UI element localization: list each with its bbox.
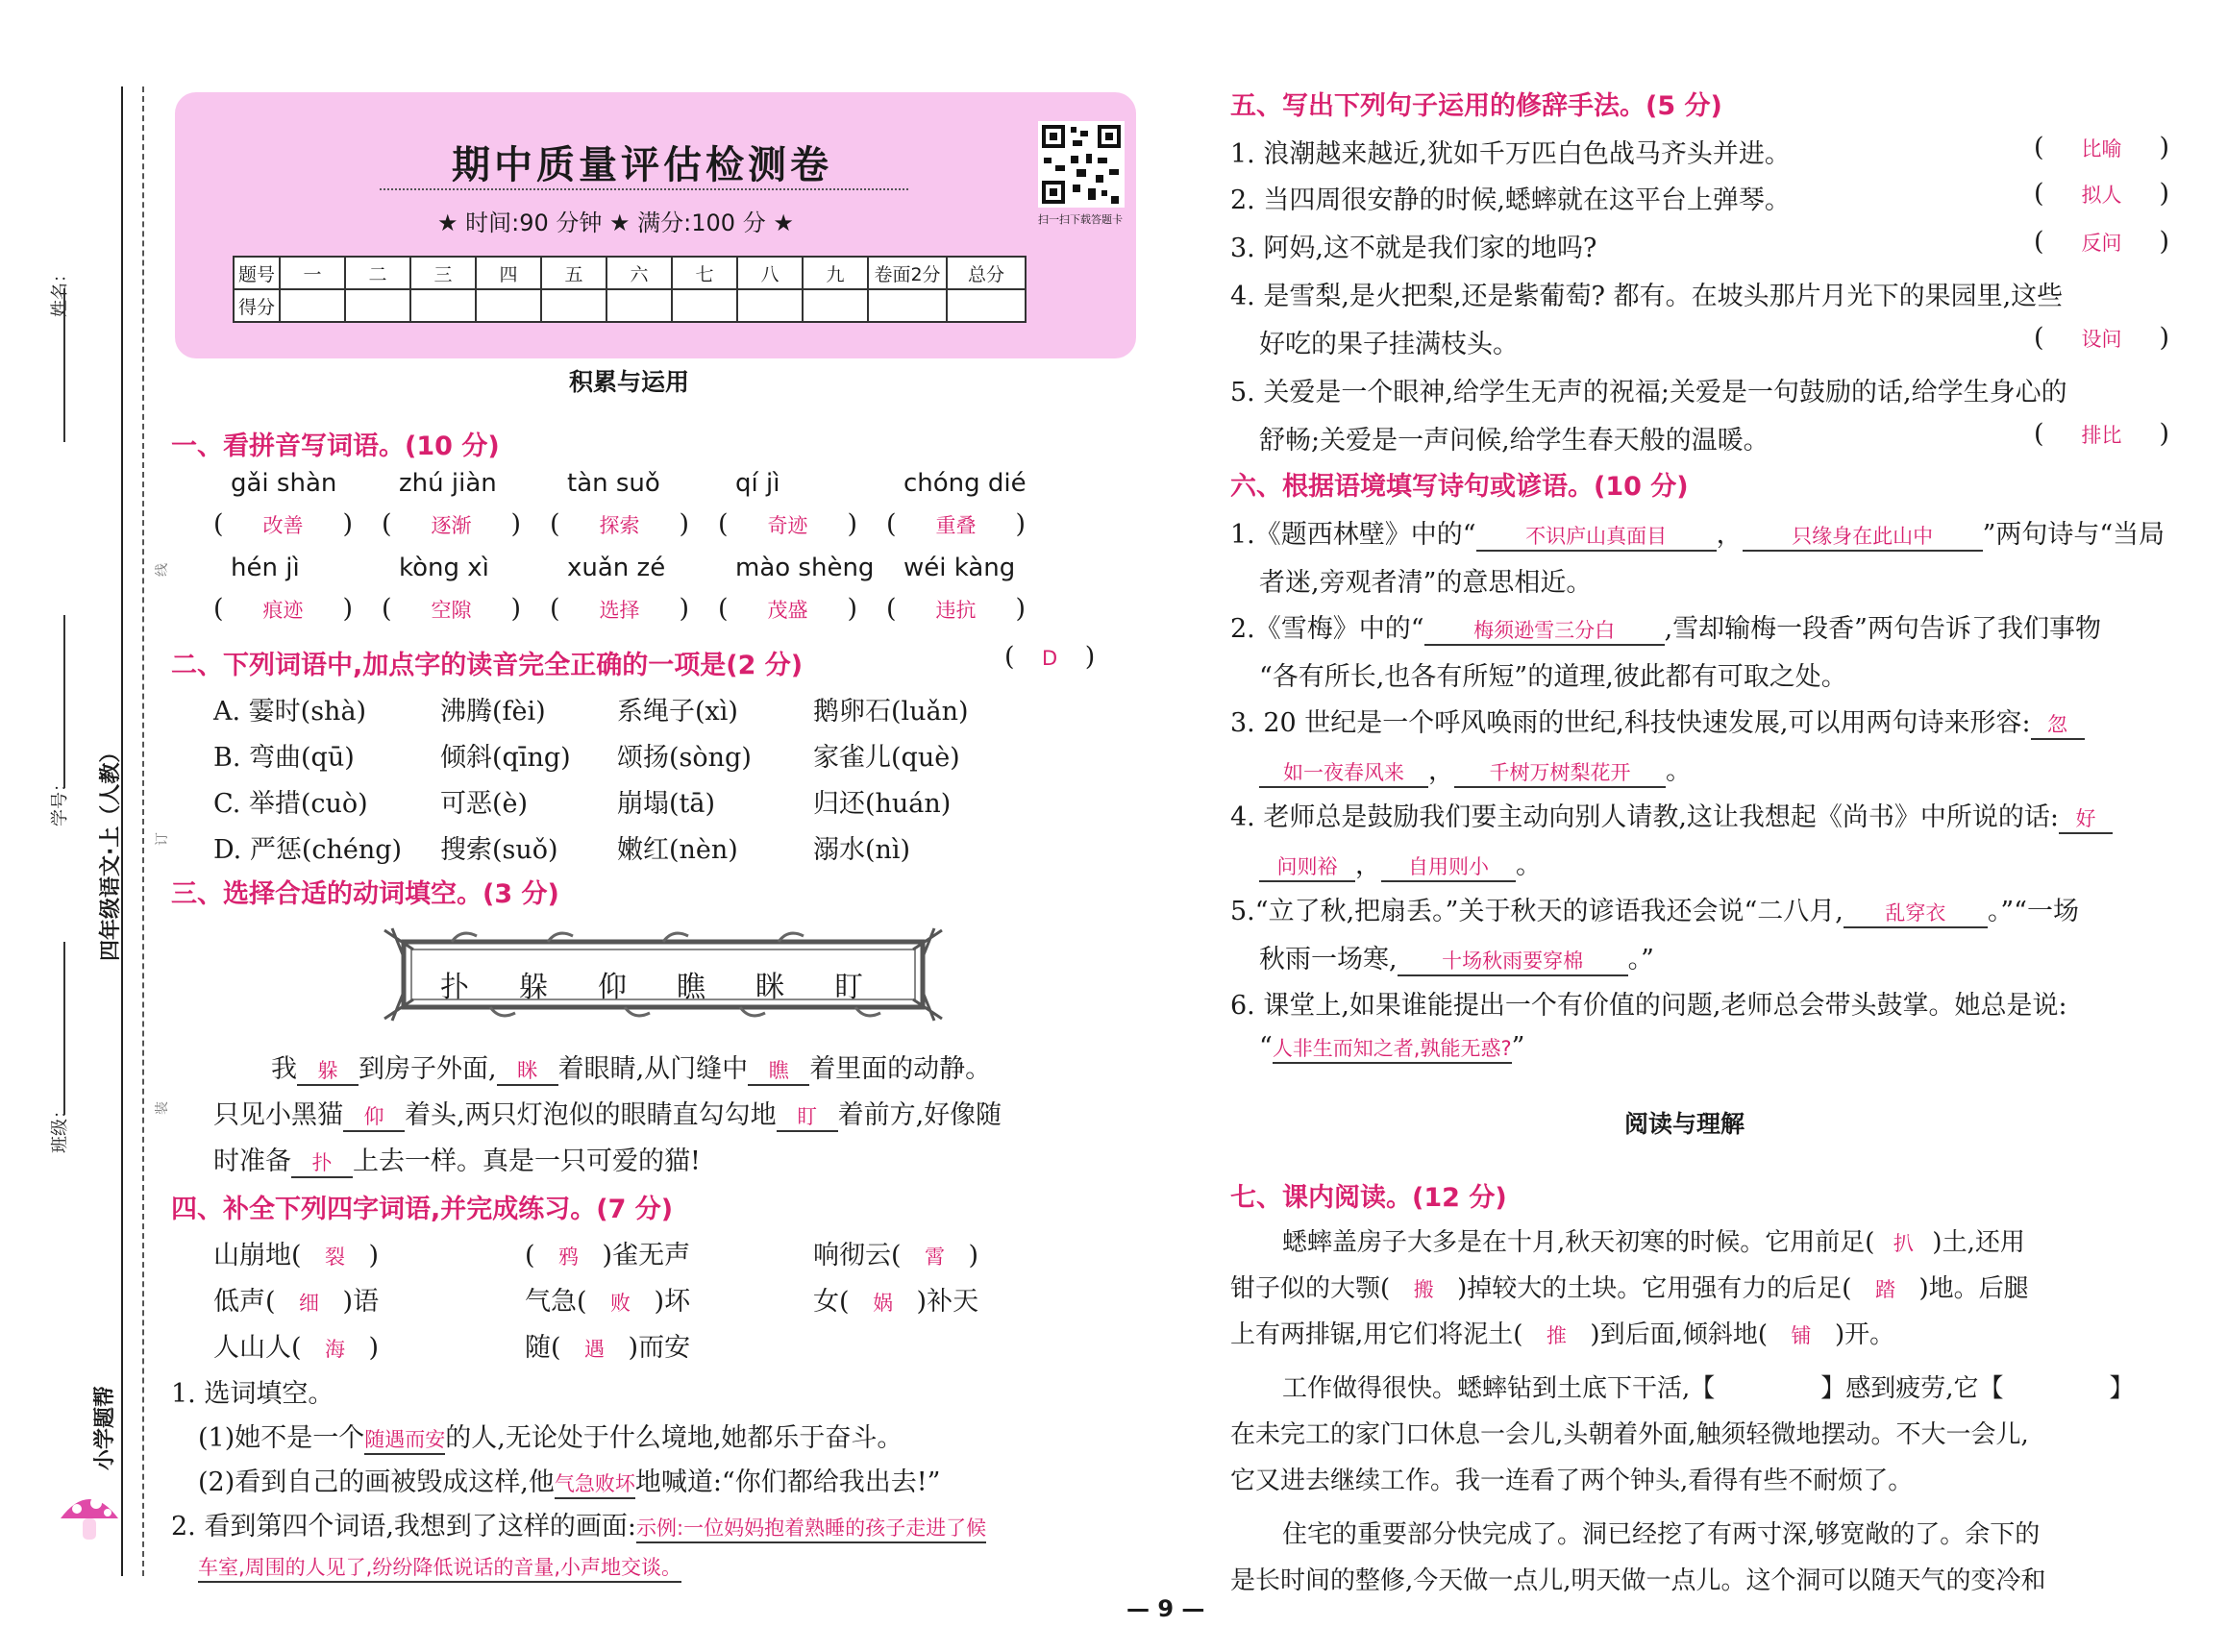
blank-6-5b[interactable]: 十场秋雨要穿棉 — [1398, 946, 1628, 976]
rhetoric-sentence: 1. 浪潮越来越近,犹如千万匹白色战马齐头并进。 — [1230, 139, 1791, 169]
page-number: — 9 — — [1126, 1595, 1205, 1622]
pinyin-answer[interactable]: 探索 — [599, 514, 640, 537]
question-4-2: 2. 看到第四个词语,我想到了这样的画面:示例:一位妈妈抱着熟睡的孩子走进了候 — [171, 1512, 987, 1541]
answer-paren: ( 选择 ) — [550, 594, 690, 624]
idiom-answer[interactable]: 海 — [325, 1338, 346, 1361]
option-word: 倾斜(qīng) — [440, 743, 571, 773]
answer-paren: ( 空隙 ) — [382, 594, 522, 624]
option-word[interactable]: C. 举措(cuò) — [213, 789, 368, 819]
pinyin-label: hén jì — [231, 554, 300, 582]
option-word[interactable]: A. 霎时(shà) — [213, 697, 367, 727]
s6-item-1-line2: 者迷,旁观者清”的意思相近。 — [1259, 568, 1593, 598]
option-word[interactable]: B. 弯曲(qū) — [213, 743, 355, 773]
exam-title: 期中质量评估检测卷 — [452, 142, 832, 187]
student-id-label: 学号： — [50, 775, 70, 826]
pinyin-answer[interactable]: 茂盛 — [767, 599, 808, 622]
rhetoric-sentence: 舒畅;关爱是一声问候,给学生春天般的温暖。 — [1259, 426, 1769, 456]
pinyin-answer[interactable]: 空隙 — [431, 599, 472, 622]
s6-item-6-line1: 6. 课堂上,如果谁能提出一个有价值的问题,老师总会带头鼓掌。她总是说: — [1230, 991, 2067, 1021]
s6-item-4-line1: 4. 老师总是鼓励我们要主动向别人请教,这让我想起《尚书》中所说的话: 好 — [1230, 796, 2113, 834]
idiom-answer[interactable]: 霄 — [925, 1245, 946, 1269]
s6-item-2-line1: 2.《雪梅》中的“ 梅须逊雪三分白 ,雪却输梅一段香”两句告诉了我们事物 — [1230, 614, 2101, 644]
idiom-item: 响彻云( 霄 ) — [813, 1241, 979, 1270]
blank-6-3b[interactable]: 如一夜春风来 — [1259, 757, 1428, 788]
verb-option: 盯 — [834, 971, 863, 1004]
answer-paren: ( 违抗 ) — [886, 594, 1027, 624]
answer-4-2-line2[interactable]: 车室,周围的人见了,纷纷降低说话的音量,小声地交谈。 — [198, 1552, 681, 1583]
reading-p1-line2: 钳子似的大颚( 搬 )掉较大的土块。它用强有力的后足( 踏 )地。后腿 — [1230, 1274, 2029, 1303]
rhetoric-answer[interactable]: 拟人 — [2081, 184, 2122, 207]
section-4-title: 四、补全下列四字词语,并完成练习。(7 分) — [171, 1195, 674, 1224]
s6-item-3-line1: 3. 20 世纪是一个呼风唤雨的世纪,科技快速发展,可以用两句诗来形容: 忽 — [1230, 702, 2085, 740]
blank-6[interactable]: 扑 — [291, 1147, 353, 1178]
pinyin-label: mào shèng — [735, 554, 875, 582]
rhetoric-answer[interactable]: 比喻 — [2081, 137, 2122, 160]
blank-7-4[interactable]: 推 — [1546, 1324, 1567, 1347]
option-word: 系绳子(xì) — [617, 697, 738, 727]
section-3-title: 三、选择合适的动词填空。(3 分) — [171, 879, 559, 909]
idiom-item: 气急( 败 )坏 — [525, 1287, 691, 1317]
blank-7-2[interactable]: 搬 — [1413, 1278, 1434, 1301]
score-row-label: 得分 — [234, 289, 280, 322]
option-word: 嫩红(nèn) — [617, 835, 738, 865]
section-3-line-1: 我 躲 到房子外面, 眯 着眼睛,从门缝中 瞧 着里面的动静。 — [271, 1054, 992, 1084]
section-5-title: 五、写出下列句子运用的修辞手法。(5 分) — [1230, 91, 1722, 121]
score-table — [233, 256, 1027, 323]
blank-4[interactable]: 仰 — [343, 1101, 405, 1132]
option-word: 崩塌(tā) — [617, 789, 716, 819]
question-4-1-a: (1)她不是一个随遇而安的人,无论处于什么境地,她都乐于奋斗。 — [198, 1423, 903, 1453]
class-field[interactable] — [63, 942, 65, 1115]
option-word: 搜索(suǒ) — [440, 835, 558, 865]
qr-caption: 扫一扫下载答题卡 — [1038, 213, 1123, 226]
brand-label: 小学题帮 — [93, 1385, 117, 1470]
idiom-item: 低声( 细 )语 — [213, 1287, 380, 1317]
pinyin-answer[interactable]: 改善 — [262, 514, 304, 537]
verb-option: 躲 — [519, 971, 548, 1004]
s6-item-5-line1: 5.“立了秋,把扇丢。”关于秋天的谚语我还会说“二八月, 乱穿衣 。”“一场 — [1230, 897, 2079, 926]
blank-6-6[interactable]: 人非生而知之者,孰能无惑? — [1273, 1033, 1512, 1064]
answer-paren: ( D ) — [1004, 642, 1096, 672]
blank-5[interactable]: 盯 — [777, 1101, 838, 1132]
answer-paren: ( 重叠 ) — [886, 509, 1027, 539]
part-heading: 积累与运用 — [569, 368, 690, 396]
pinyin-answer[interactable]: 逐渐 — [431, 514, 472, 537]
score-cell[interactable] — [606, 289, 672, 322]
score-cell[interactable] — [476, 289, 541, 322]
blank-7-5[interactable]: 铺 — [1791, 1324, 1812, 1347]
s6-item-2-line2: “各有所长,也各有所短”的道理,彼此都有可取之处。 — [1259, 662, 1847, 692]
grade-label: 四年级语文·上（人教） — [99, 741, 123, 961]
s6-item-5-line2: 秋雨一场寒, 十场秋雨要穿棉 。” — [1259, 945, 1654, 974]
idiom-answer[interactable]: 细 — [299, 1292, 320, 1315]
score-header-cell: 二 — [345, 257, 410, 289]
verb-option: 眯 — [755, 971, 784, 1004]
margin-line-dashed — [142, 86, 144, 1576]
reading-p1-line3: 上有两排锯,用它们将泥土( 推 )到后面,倾斜地( 铺 )开。 — [1230, 1320, 1895, 1349]
score-cell[interactable] — [541, 289, 606, 322]
s6-item-3-line2: 如一夜春风来 ， 千树万树梨花开 。 — [1259, 750, 1692, 788]
idiom-answer[interactable]: 裂 — [325, 1245, 346, 1269]
pinyin-answer[interactable]: 奇迹 — [767, 514, 808, 537]
question-4-1-b: (2)看到自己的画被毁成这样,他气急败坏地喊道:“你们都给我出去!” — [198, 1467, 941, 1497]
score-row — [234, 289, 1026, 322]
class-label: 班级： — [50, 1101, 70, 1153]
s6-item-1-line1: 1.《题西林壁》中的“ 不识庐山真面目 ， 只缘身在此山中 ”两句诗与“当局 — [1230, 520, 2165, 550]
idiom-item: 女( 娲 )补天 — [813, 1287, 979, 1317]
rhetoric-sentence: 好吃的果子挂满枝头。 — [1259, 330, 1519, 359]
score-cell[interactable] — [947, 289, 1026, 322]
blank-7-3[interactable]: 踏 — [1874, 1278, 1895, 1301]
score-cell[interactable] — [868, 289, 947, 322]
pinyin-label: gǎi shàn — [231, 469, 337, 498]
option-word: 归还(huán) — [813, 789, 952, 819]
s6-item-4-line2: 问则裕 ， 自用则小 。 — [1259, 844, 1542, 882]
cut-mark: 线 — [155, 563, 170, 577]
verb-option: 扑 — [440, 971, 469, 1004]
student-id-field[interactable] — [63, 615, 65, 788]
score-header-row — [234, 257, 1026, 289]
blank-6-4c[interactable]: 自用则小 — [1381, 851, 1516, 882]
answer-paren: ( 设问 ) — [2034, 323, 2170, 353]
blank-4-1a[interactable]: 随遇而安 — [364, 1424, 445, 1455]
score-cell[interactable] — [280, 289, 345, 322]
option-word: 溺水(nì) — [813, 835, 911, 865]
section-7-title: 七、课内阅读。(12 分) — [1230, 1183, 1507, 1213]
mushroom-logo — [56, 1480, 123, 1547]
blank-3[interactable]: 瞧 — [748, 1055, 809, 1086]
option-word: 沸腾(fèi) — [440, 697, 546, 727]
question-4-1: 1. 选词填空。 — [171, 1379, 334, 1409]
answer-paren: ( 改善 ) — [213, 509, 354, 539]
pinyin-answer[interactable]: 选择 — [599, 599, 640, 622]
blank-6-3a[interactable]: 忽 — [2031, 709, 2085, 740]
score-header-cell: 八 — [737, 257, 803, 289]
idiom-answer[interactable]: 败 — [610, 1292, 631, 1315]
blank-6-4a[interactable]: 好 — [2059, 803, 2113, 834]
answer-paren: ( 拟人 ) — [2034, 179, 2170, 209]
blank-6-5a[interactable]: 乱穿衣 — [1843, 898, 1988, 928]
blank-1[interactable]: 躲 — [297, 1055, 359, 1086]
reading-p2-line2: 在未完工的家门口休息一会儿,头朝着外面,触须轻微地摆动。不大一会儿, — [1230, 1420, 2029, 1449]
idiom-answer[interactable]: 遇 — [584, 1338, 606, 1361]
score-header-cell: 卷面2分 — [868, 257, 947, 289]
pinyin-label: wéi kàng — [903, 554, 1016, 582]
pinyin-answer[interactable]: 重叠 — [935, 514, 977, 537]
reading-p1-line1: 蟋蟀盖房子大多是在十月,秋天初寒的时候。它用前足( 扒 )土,还用 — [1282, 1228, 2025, 1257]
rhetoric-sentence: 5. 关爱是一个眼神,给学生无声的祝福;关爱是一句鼓励的话,给学生身心的 — [1230, 378, 2067, 407]
section-2-title: 二、下列词语中,加点字的读音完全正确的一项是(2 分) — [171, 651, 804, 680]
rhetoric-answer[interactable]: 设问 — [2081, 328, 2122, 351]
part-heading: 阅读与理解 — [1624, 1110, 1745, 1138]
rhetoric-answer[interactable]: 排比 — [2081, 424, 2122, 447]
idiom-item: 山崩地( 裂 ) — [213, 1241, 380, 1270]
answer-paren: ( 奇迹 ) — [718, 509, 858, 539]
cut-mark: 订 — [155, 832, 170, 846]
answer-paren: ( 痕迹 ) — [213, 594, 354, 624]
pinyin-label: chóng dié — [903, 469, 1027, 498]
name-field[interactable] — [63, 288, 65, 442]
option-word: 家雀儿(què) — [813, 743, 960, 773]
rhetoric-sentence: 2. 当四周很安静的时候,蟋蟀就在这平台上弹琴。 — [1230, 185, 1791, 215]
pinyin-label: qí jì — [735, 469, 780, 498]
score-cell[interactable] — [803, 289, 868, 322]
score-header-cell: 总分 — [947, 257, 1026, 289]
option-word: 鹅卵石(luǎn) — [813, 697, 969, 727]
score-cell[interactable] — [737, 289, 803, 322]
rhetoric-sentence: 3. 阿妈,这不就是我们家的地吗? — [1230, 234, 1597, 263]
score-header-cell: 六 — [606, 257, 672, 289]
answer-paren: ( 反问 ) — [2034, 227, 2170, 257]
answer-4-2-line1[interactable]: 示例:一位妈妈抱着熟睡的孩子走进了候 — [636, 1513, 986, 1543]
score-cell[interactable] — [345, 289, 410, 322]
idiom-answer[interactable]: 鸦 — [558, 1245, 580, 1269]
answer-paren: ( 排比 ) — [2034, 419, 2170, 449]
score-cell[interactable] — [410, 289, 476, 322]
qr-code-icon[interactable] — [1038, 121, 1125, 208]
blank-6-2[interactable]: 梅须逊雪三分白 — [1424, 615, 1665, 646]
s6-item-6-line2: “人非生而知之者,孰能无惑?” — [1259, 1032, 1525, 1062]
blank-7-1[interactable]: 扒 — [1893, 1232, 1914, 1255]
cut-mark: 装 — [155, 1101, 170, 1115]
pinyin-answer[interactable]: 痕迹 — [262, 599, 304, 622]
blank-2[interactable]: 眯 — [497, 1055, 558, 1086]
reading-p3-line2: 是长时间的整修,今天做一点儿,明天做一点儿。这个洞可以随天气的变冷和 — [1230, 1566, 2046, 1595]
score-header-cell: 九 — [803, 257, 868, 289]
idiom-item: 随( 遇 )而安 — [525, 1333, 691, 1363]
score-header-cell: 一 — [280, 257, 345, 289]
blank-6-1b[interactable]: 只缘身在此山中 — [1743, 521, 1983, 552]
exam-subtitle: ★ 时间:90 分钟 ★ 满分:100 分 ★ — [437, 210, 794, 236]
section-3-line-2: 只见小黑猫 仰 着头,两只灯泡似的眼睛直勾勾地 盯 着前方,好像随 — [213, 1100, 1002, 1130]
score-header-cell: 题号 — [234, 257, 280, 289]
score-header-cell: 五 — [541, 257, 606, 289]
verb-option: 瞧 — [677, 971, 705, 1004]
rhetoric-answer[interactable]: 反问 — [2081, 232, 2122, 255]
option-word[interactable]: D. 严惩(chéng) — [213, 835, 403, 865]
pinyin-label: tàn suǒ — [567, 469, 660, 498]
answer-paren: ( 逐渐 ) — [382, 509, 522, 539]
reading-p3-line1: 住宅的重要部分快完成了。洞已经挖了有两寸深,够宽敞的了。余下的 — [1282, 1520, 2041, 1549]
verb-option: 仰 — [598, 971, 627, 1004]
rhetoric-sentence: 4. 是雪梨,是火把梨,还是紫葡萄? 都有。在坡头那片月光下的果园里,这些 — [1230, 282, 2064, 311]
blank-6-3c[interactable]: 千树万树梨花开 — [1454, 757, 1666, 788]
reading-p2-line1: 工作做得很快。蟋蟀钻到土底下干活,【 】感到疲劳,它【 】 — [1282, 1374, 2135, 1403]
name-label: 姓名： — [50, 265, 70, 317]
section-1-title: 一、看拼音写词语。(10 分) — [171, 431, 500, 461]
blank-4-1b[interactable]: 气急败坏 — [555, 1468, 635, 1499]
section-2-answer[interactable]: D — [1042, 647, 1058, 670]
score-cell[interactable] — [672, 289, 737, 322]
section-6-title: 六、根据语境填写诗句或谚语。(10 分) — [1230, 472, 1689, 502]
answer-4-2-line2-wrap — [198, 1551, 681, 1583]
pinyin-label: xuǎn zé — [567, 554, 666, 582]
score-header-cell: 七 — [672, 257, 737, 289]
option-word: 可恶(è) — [440, 789, 529, 819]
score-header-cell: 四 — [476, 257, 541, 289]
pinyin-answer[interactable]: 违抗 — [935, 599, 977, 622]
idiom-answer[interactable]: 娲 — [873, 1292, 894, 1315]
answer-paren: ( 探索 ) — [550, 509, 690, 539]
section-3-line-3: 时准备 扑 上去一样。真是一只可爱的猫! — [213, 1147, 701, 1176]
answer-paren: ( 茂盛 ) — [718, 594, 858, 624]
reading-p2-line3: 它又进去继续工作。我一连看了两个钟头,看得有些不耐烦了。 — [1230, 1467, 1914, 1495]
blank-6-1a[interactable]: 不识庐山真面目 — [1476, 521, 1717, 552]
idiom-item: ( 鸦 )雀无声 — [525, 1241, 691, 1270]
option-word: 颂扬(sòng) — [617, 743, 752, 773]
idiom-item: 人山人( 海 ) — [213, 1333, 380, 1363]
score-header-cell: 三 — [410, 257, 476, 289]
pinyin-label: kòng xì — [399, 554, 489, 582]
pinyin-label: zhú jiàn — [399, 469, 497, 498]
blank-6-4b[interactable]: 问则裕 — [1259, 851, 1355, 882]
answer-paren: ( 比喻 ) — [2034, 133, 2170, 162]
title-divider — [380, 188, 908, 190]
